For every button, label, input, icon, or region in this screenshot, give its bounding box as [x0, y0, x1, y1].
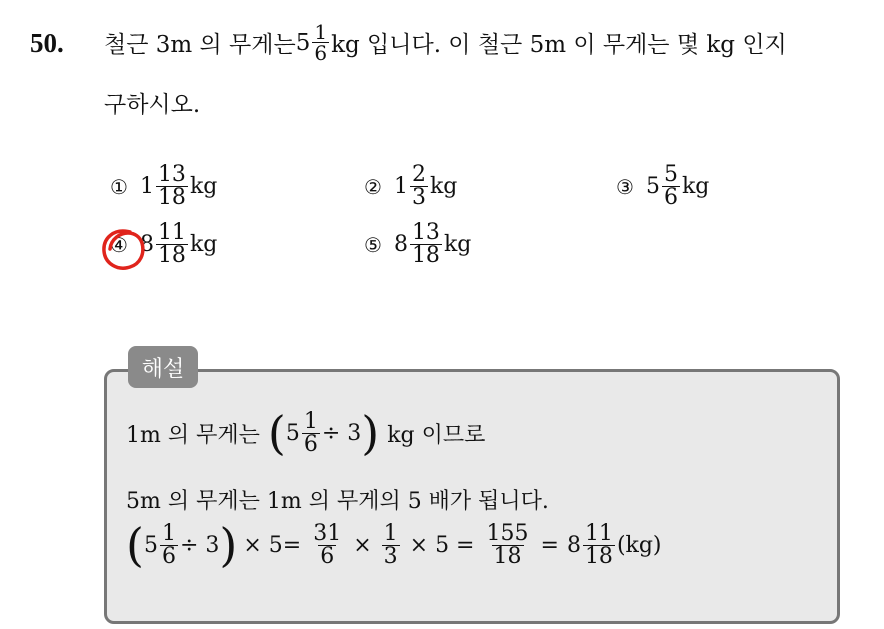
- fraction-numerator: 1: [303, 408, 318, 434]
- fraction-whole: 8: [139, 232, 154, 257]
- operator: ×: [353, 532, 372, 558]
- fraction: [485, 520, 531, 569]
- fraction-denominator: 18: [584, 543, 613, 569]
- fraction-denominator: 18: [157, 185, 186, 210]
- fraction-numerator: 11: [157, 220, 186, 245]
- explanation-line-2: 5m 의 무게는 1m 의 무게의 5 배가 됩니다.: [126, 489, 549, 514]
- open-paren: (: [126, 518, 144, 572]
- unit: kg: [189, 174, 218, 199]
- fraction-numerator: 155: [486, 520, 529, 546]
- fraction: [156, 164, 188, 209]
- unit: kg: [681, 174, 710, 199]
- fraction: [662, 164, 680, 209]
- question-line-1: [104, 22, 787, 63]
- fraction-denominator: 3: [411, 185, 426, 210]
- explanation-tag: 해설: [128, 346, 198, 388]
- choice-2[interactable]: [364, 164, 457, 209]
- question-fraction: [296, 22, 331, 63]
- fraction-denominator: 18: [157, 243, 186, 268]
- operator: × 5=: [243, 532, 302, 558]
- fraction: [302, 408, 320, 457]
- fraction-whole: 5: [645, 174, 660, 199]
- fraction-numerator: 5: [663, 162, 678, 187]
- unit: kg: [443, 232, 472, 257]
- explanation-text: 1m 의 무게는: [126, 422, 260, 448]
- explanation-line-1: [126, 406, 486, 460]
- question-text-end: kg 입니다. 이 철근 5m 이 무게는 몇 kg 인지: [331, 32, 787, 58]
- fraction-numerator: 11: [584, 520, 613, 546]
- operator: =: [540, 532, 559, 558]
- fraction-whole: 8: [393, 232, 408, 257]
- fraction-whole: 5: [143, 532, 158, 558]
- fraction: [311, 520, 343, 569]
- fraction: [160, 520, 178, 569]
- fraction-denominator: 6: [320, 543, 335, 569]
- fraction: [410, 164, 428, 209]
- question-number: 50.: [30, 28, 64, 58]
- answer-circle-mark: [100, 226, 148, 274]
- explanation-equation: [126, 518, 662, 572]
- choice-1[interactable]: [110, 164, 217, 209]
- unit: kg: [429, 174, 458, 199]
- fraction: [382, 520, 400, 569]
- fraction-denominator: 6: [161, 543, 176, 569]
- fraction: [410, 222, 442, 267]
- choice-marker: ④: [110, 232, 128, 257]
- question-line-2: 구하시오.: [104, 92, 201, 118]
- fraction: [156, 222, 188, 267]
- unit: (kg): [616, 532, 662, 558]
- choice-marker: ③: [616, 174, 634, 199]
- fraction: [583, 520, 615, 569]
- operator: × 5 =: [409, 532, 475, 558]
- choice-3[interactable]: [616, 164, 709, 209]
- operator: ÷ 3: [321, 420, 362, 446]
- operator: ÷ 3: [179, 532, 220, 558]
- fraction-numerator: 1: [314, 20, 328, 44]
- close-paren: ): [361, 406, 380, 460]
- choice-5[interactable]: [364, 222, 471, 267]
- fraction-denominator: 6: [314, 41, 328, 65]
- question-text-start: 철근 3m 의 무게는: [104, 32, 296, 58]
- fraction-denominator: 18: [493, 543, 522, 569]
- unit: kg: [189, 232, 218, 257]
- fraction-numerator: 31: [313, 520, 342, 546]
- fraction-denominator: 3: [383, 543, 398, 569]
- fraction-whole: 5: [285, 420, 300, 446]
- fraction-numerator: 2: [411, 162, 426, 187]
- choice-marker: ②: [364, 174, 382, 199]
- fraction-numerator: 13: [157, 162, 186, 187]
- open-paren: (: [267, 406, 286, 460]
- fraction: [312, 22, 329, 63]
- choice-marker: ①: [110, 174, 128, 199]
- fraction-whole: 5: [295, 29, 311, 56]
- fraction-denominator: 6: [303, 431, 318, 457]
- close-paren: ): [219, 518, 238, 572]
- fraction-whole: 8: [566, 532, 581, 558]
- fraction-whole: 1: [139, 174, 154, 199]
- fraction-denominator: 18: [411, 243, 440, 268]
- fraction-denominator: 6: [663, 185, 678, 210]
- choice-marker: ⑤: [364, 232, 382, 257]
- fraction-numerator: 1: [383, 520, 398, 546]
- fraction-whole: 1: [393, 174, 408, 199]
- explanation-text: kg 이므로: [387, 422, 486, 448]
- fraction-numerator: 1: [161, 520, 176, 546]
- fraction-numerator: 13: [411, 220, 440, 245]
